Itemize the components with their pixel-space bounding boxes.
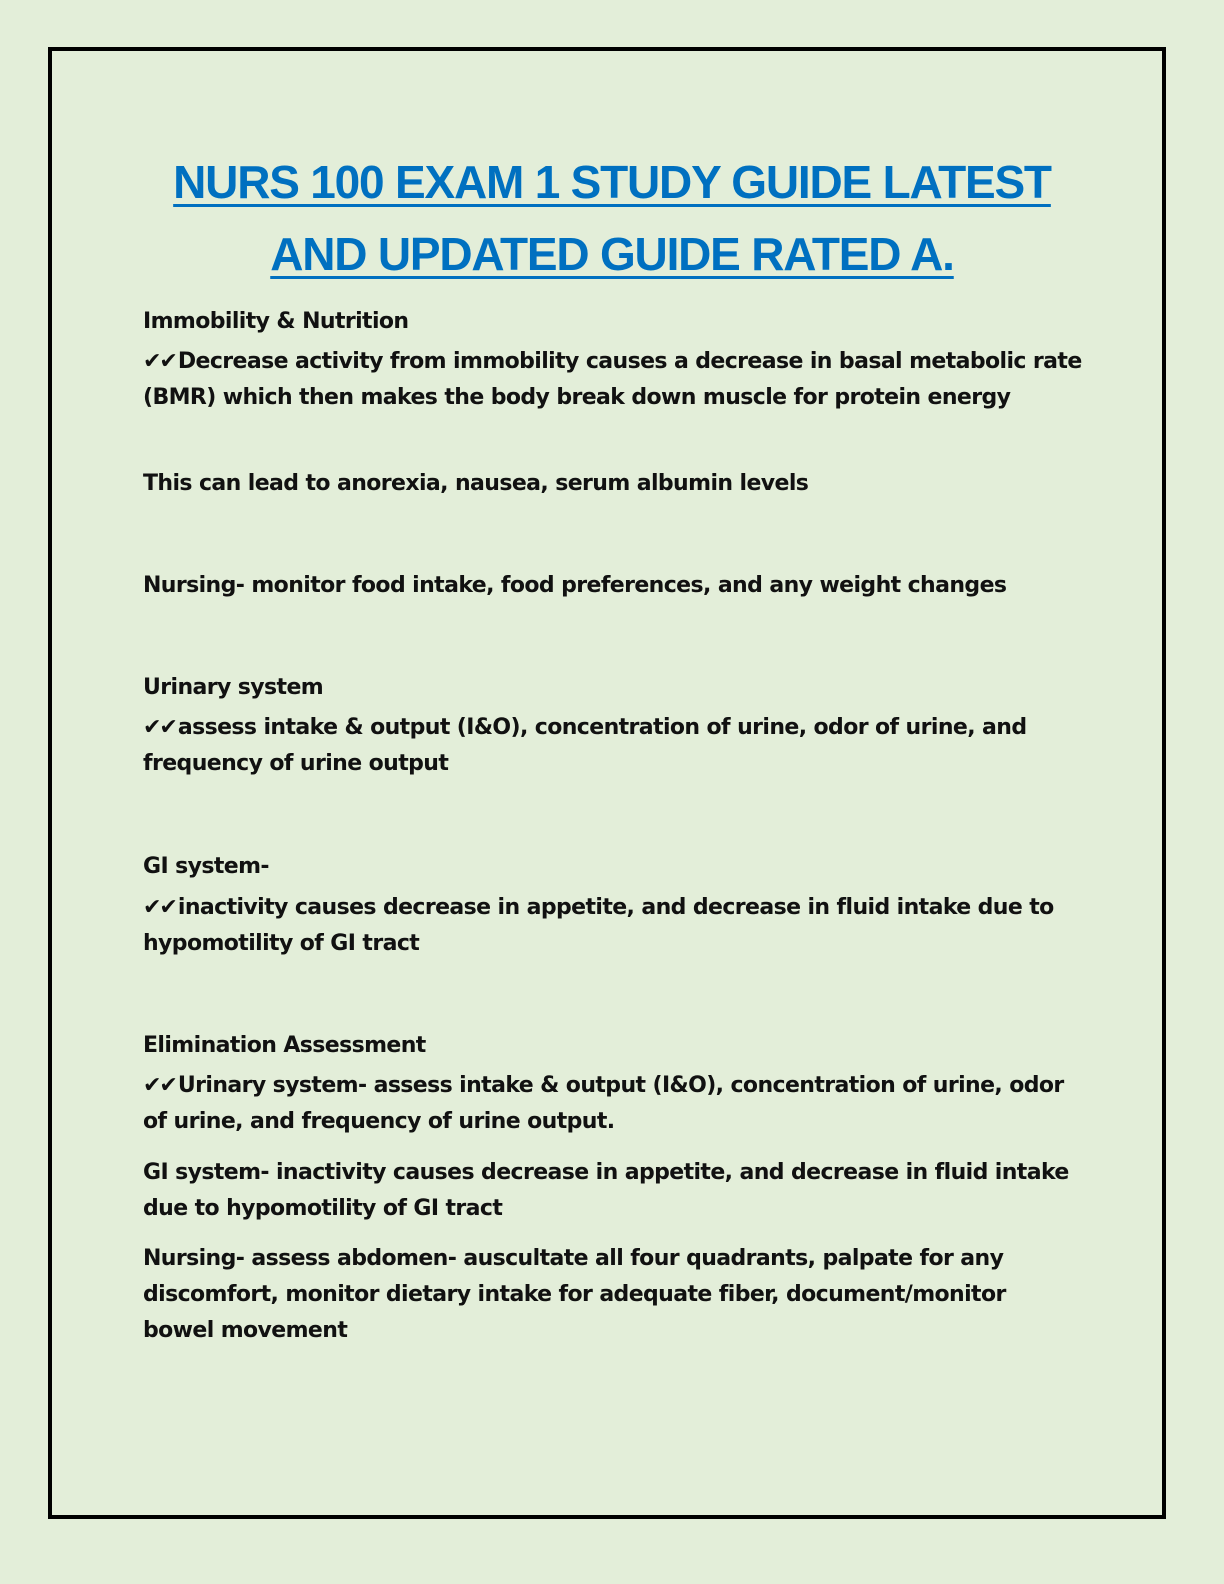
paragraph: GI system- inactivity causes decrease in appetite, and decrease in fluid intake due to hypomotility of GI tract (143, 1160, 1069, 1221)
paragraph: Nursing- assess abdomen- auscultate all four quadrants, palpate for any discomfort, monitor dietary intake for adequate fiber, document/monitor bowel movement (143, 1246, 1006, 1343)
double-check-icon: ✔✔ (143, 715, 176, 740)
double-check-icon: ✔✔ (143, 1073, 176, 1098)
document-title (120, 146, 1104, 290)
section-heading-immobility: Immobility & Nutrition (143, 309, 409, 334)
title-line-1: NURS 100 EXAM 1 STUDY GUIDE LATEST (173, 156, 1051, 208)
paragraph: ✔✔Urinary system- assess intake & output (I&O), concentration of urine, odor of urine, and frequency of urine output. (143, 1073, 1064, 1134)
paragraph: ✔✔inactivity causes decrease in appetite, and decrease in fluid intake due to hypomotility of GI tract (143, 895, 1054, 956)
paragraph: This can lead to anorexia, nausea, serum albumin levels (143, 471, 809, 496)
section-heading-gi: GI system- (143, 854, 269, 879)
paragraph: Nursing- monitor food intake, food preferences, and any weight changes (143, 573, 1007, 598)
double-check-icon: ✔✔ (143, 349, 176, 374)
paragraph: ✔✔assess intake & output (I&O), concentration of urine, odor of urine, and frequency of urine output (143, 715, 1027, 776)
paragraph: ✔✔Decrease activity from immobility causes a decrease in basal metabolic rate (BMR) which then makes the body break down muscle for protein energy (143, 349, 1082, 410)
section-heading-urinary: Urinary system (143, 675, 324, 700)
double-check-icon: ✔✔ (143, 895, 176, 920)
title-line-2: AND UPDATED GUIDE RATED A. (270, 228, 954, 280)
section-heading-elimination: Elimination Assessment (143, 1033, 426, 1058)
